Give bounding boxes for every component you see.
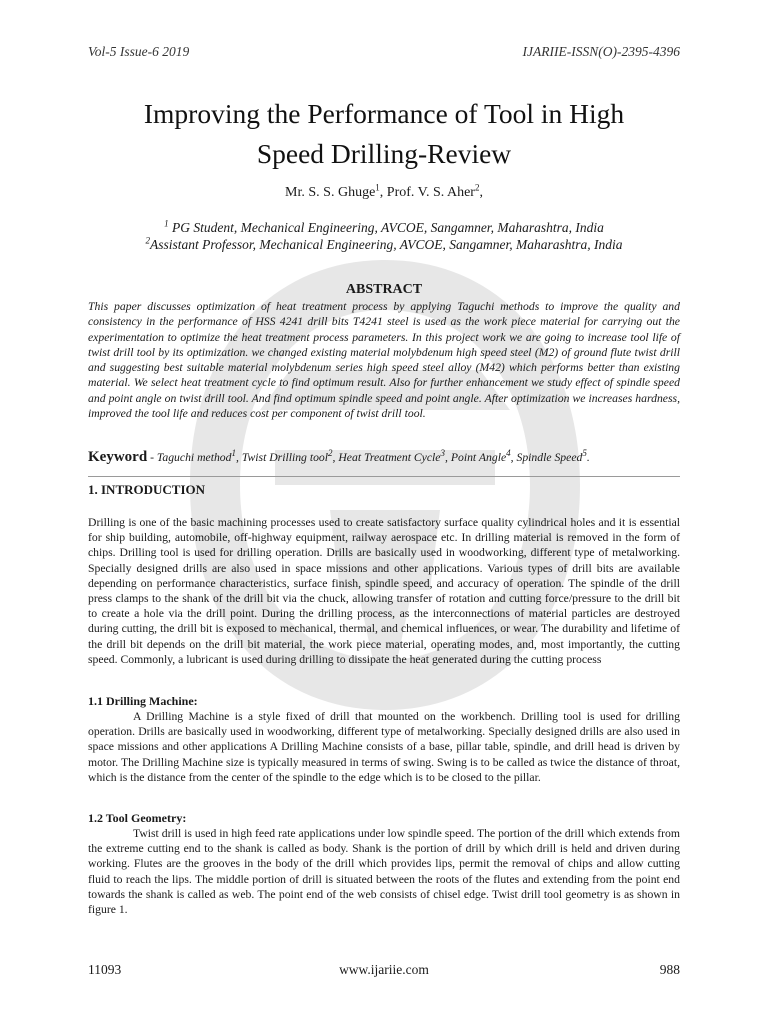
affiliation	[0, 237, 768, 253]
introduction-paragraph: Drilling is one of the basic machining processes used to create satisfactory surface quality cylindrical holes and it is essential for ship building, automobile, off-highway equipment, railway aerospace etc. In drilling material is removed in the form of chips. Drilling tool is used for drilling operation. Drills are basically used in woodworking, different type of metalworking. Specially designed drills are also used in space missions and other applications. Various types of drill bits are available depending on performance characteristics, surface finish, spindle speed, and accuracy of operation. The spindle of the drill press clamps to the shank of the drill bit via the chuck, allowing transfer of rotation and cutting force/pressure to the drill bit to create a hole via the drill point. During the drilling process, as the interconnections of material particles are destroyed during cutting, the drill bit is exposed to mechanical, thermal, and chemical influences, or wear. The durability and lifetime of the drill bit depends on the drill bit material, the work piece material, operating modes, and, most importantly, the cutting speed. Commonly, a lubricant is used during drilling to dissipate the heat generated during the cutting process	[88, 516, 680, 666]
keyword-separator: ,	[445, 451, 451, 464]
running-header	[88, 44, 680, 62]
subsection-heading-drilling-machine: 1.1 Drilling Machine:	[88, 694, 198, 708]
drilling-machine-paragraph: A Drilling Machine is a style fixed of drill that mounted on the workbench. Drilling tool is used for drilling operation. Drills are basically used in woodworking, different type of metalworking. Specially designed drills are also used in space missions and other applications A Drilling Machine consists of a base, pillar table, spindle, and drill head is driven by motor. The Drilling Machine size is typically measured in terms of swing. Swing is to be called as twice the distance of throat, which is the distance from the center of the spindle to the edge which is to be closed to the pillar.	[88, 710, 680, 784]
author-separator: ,	[379, 185, 387, 200]
keywords-dash: -	[147, 451, 157, 464]
author-affil-marker: 2	[474, 182, 480, 193]
page-number: 988	[659, 962, 680, 977]
article-number: 11093	[88, 962, 122, 977]
author-list	[0, 182, 768, 201]
running-footer	[88, 962, 680, 980]
author-list-tail: ,	[479, 185, 483, 200]
keyword-marker: 4	[506, 448, 511, 459]
keywords-line	[88, 449, 680, 466]
keyword: Point Angle	[450, 451, 507, 464]
volume-issue: Vol-5 Issue-6 2019	[88, 44, 190, 59]
keyword-marker: 3	[440, 448, 445, 459]
keyword-separator: ,	[236, 451, 242, 464]
keyword: Heat Treatment Cycle	[338, 451, 441, 464]
keyword: Spindle Speed	[516, 451, 583, 464]
affiliation-text: PG Student, Mechanical Engineering, AVCOE, Sangamner, Maharashtra, India	[168, 220, 604, 235]
keyword-marker: 5	[582, 448, 587, 459]
keyword-marker: 1	[231, 448, 236, 459]
affiliation	[0, 220, 768, 236]
affiliation-text: Assistant Professor, Mechanical Engineering, AVCOE, Sangamner, Maharashtra, India	[149, 237, 623, 252]
paper-title	[60, 94, 708, 174]
author-name: Mr. S. S. Ghuge	[285, 185, 376, 200]
author-name: Prof. V. S. Aher	[386, 185, 475, 200]
journal-issn: IJARIIE-ISSN(O)-2395-4396	[522, 44, 680, 59]
tool-geometry-paragraph: Twist drill is used in high feed rate applications under low spindle speed. The portion of the drill which extends from the extreme cutting end to the shank is called as body. Shank is the portion of drill by which drill is held and driven during working. Flutes are the grooves in the body of the drill which provides lips, permit the removal of chips and allow cutting fluid to reach the lips. The middle portion of drill is situated between the roots of the flutes and extending from the point end towards the shank is called as web. The point end of the web consists of chisel edge. Twist drill tool geometry is as shown in figure 1.	[88, 827, 680, 917]
section-heading-introduction: 1. INTRODUCTION	[88, 482, 206, 497]
keyword-separator: .	[586, 451, 590, 464]
journal-website: www.ijariie.com	[339, 962, 429, 977]
title-line-1: Improving the Performance of Tool in High	[143, 98, 625, 129]
keyword: Twist Drilling tool	[241, 451, 329, 464]
abstract-heading: ABSTRACT	[345, 282, 423, 297]
title-line-2: Speed Drilling-Review	[256, 138, 512, 169]
keyword-marker: 2	[328, 448, 333, 459]
abstract-body: This paper discusses optimization of heat treatment process by applying Taguchi methods to improve the quality and consistency in the performance of HSS 4241 drill bits T4241 steel is used as the work piece material for carrying out the experimentation to optimize the heat treatment process parameters. In this project work we are going to increase tool life of twist drill tool by its optimization. we changed existing material molybdenum high speed steel (M2) of ground flute twist drill and suggesting best suitable material molybdenum series high speed steel alloy (M42) which performs better than existing material. We select heat treatment cycle to find optimum result. Also for further enhancement we study effect of spindle speed and point angle on twist drill tool. And find optimum spindle speed and point angle. After optimization we increases hardness, improved the tool life and reduces cost per component of twist drill tool.	[88, 300, 680, 421]
subsection-heading-tool-geometry: 1.2 Tool Geometry:	[88, 811, 187, 825]
section-divider	[88, 476, 680, 477]
affiliation-marker: 2	[145, 235, 150, 246]
keyword: Taguchi method	[156, 451, 232, 464]
keyword-separator: ,	[332, 451, 339, 464]
affiliation-marker: 1	[164, 218, 169, 229]
keyword-separator: ,	[510, 451, 517, 464]
keywords-label: Keyword	[88, 449, 148, 465]
author-affil-marker: 1	[375, 182, 380, 193]
